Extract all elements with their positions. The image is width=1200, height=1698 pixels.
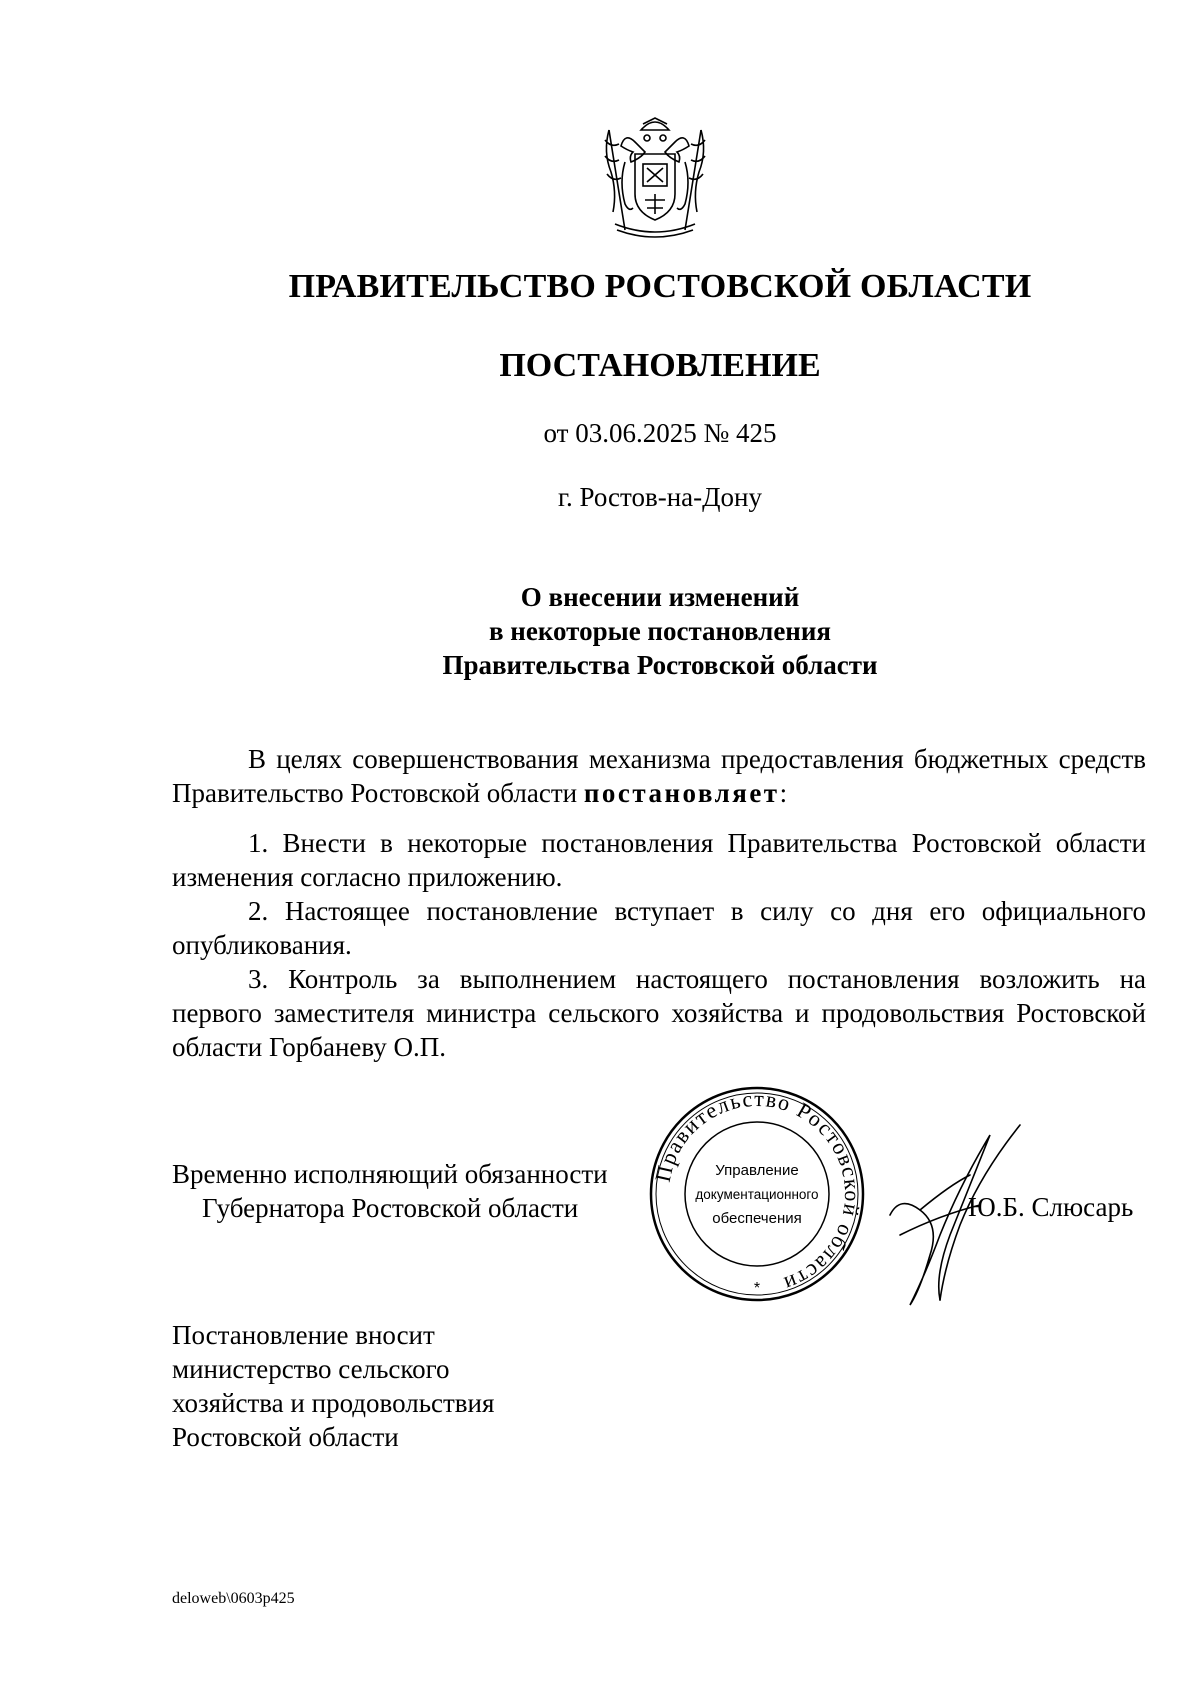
subject-line: в некоторые постановления: [488, 616, 832, 646]
resolution-item: 3. Контроль за выполнением настоящего постановления возложить на первого заместителя министра сельского хозяйства и продовольствия Ростовской области Горбаневу О.П.: [172, 964, 1146, 1062]
submitter-block: [172, 1318, 494, 1454]
preamble-tail: :: [779, 778, 788, 808]
doc-city: г. Ростов-на-Дону: [557, 482, 762, 512]
resolution-items: [172, 826, 1146, 1064]
preamble-text: В целях совершенствования механизма предоставления бюджетных средств Правительство Ростовской области: [172, 744, 1146, 808]
signatory-position-line: Губернатора Ростовской области: [202, 1193, 579, 1223]
resolution-item: 1. Внести в некоторые постановления Правительства Ростовской области изменения согласно приложению.: [172, 828, 1146, 892]
org-title: ПРАВИТЕЛЬСТВО РОСТОВСКОЙ ОБЛАСТИ: [288, 268, 1032, 305]
submitter-line: Постановление вносит: [172, 1320, 435, 1350]
signatory-position: [172, 1157, 608, 1225]
signatory-position-line: Временно исполняющий обязанности: [172, 1159, 608, 1189]
seal-center-line: документационного: [695, 1187, 819, 1202]
submitter-line: министерство сельского: [172, 1354, 450, 1384]
signatory-name: Ю.Б. Слюсарь: [968, 1192, 1134, 1222]
submitter-line: Ростовской области: [172, 1422, 399, 1452]
subject-line: Правительства Ростовской области: [442, 650, 878, 680]
seal-center-line: обеспечения: [712, 1210, 802, 1227]
rostov-oblast-coat-of-arms-icon: [595, 112, 715, 242]
subject-line: О внесении изменений: [520, 582, 800, 612]
official-seal: [646, 1083, 868, 1305]
doc-date-number: от 03.06.2025 № 425: [543, 418, 777, 448]
seal-ring-text: Правительство Ростовской области: [649, 1085, 866, 1298]
doc-subject: [0, 580, 1200, 682]
resolution-item: 2. Настоящее постановление вступает в силу со дня его официального опубликования.: [172, 896, 1146, 960]
file-reference: deloweb\0603p425: [172, 1590, 295, 1607]
doc-type: ПОСТАНОВЛЕНИЕ: [499, 347, 821, 384]
seal-center-line: Управление: [715, 1162, 799, 1179]
submitter-line: хозяйства и продовольствия: [172, 1388, 495, 1418]
preamble: [172, 742, 1146, 810]
seal-star: *: [753, 1280, 761, 1297]
preamble-emphasis: постановляет: [583, 778, 780, 808]
